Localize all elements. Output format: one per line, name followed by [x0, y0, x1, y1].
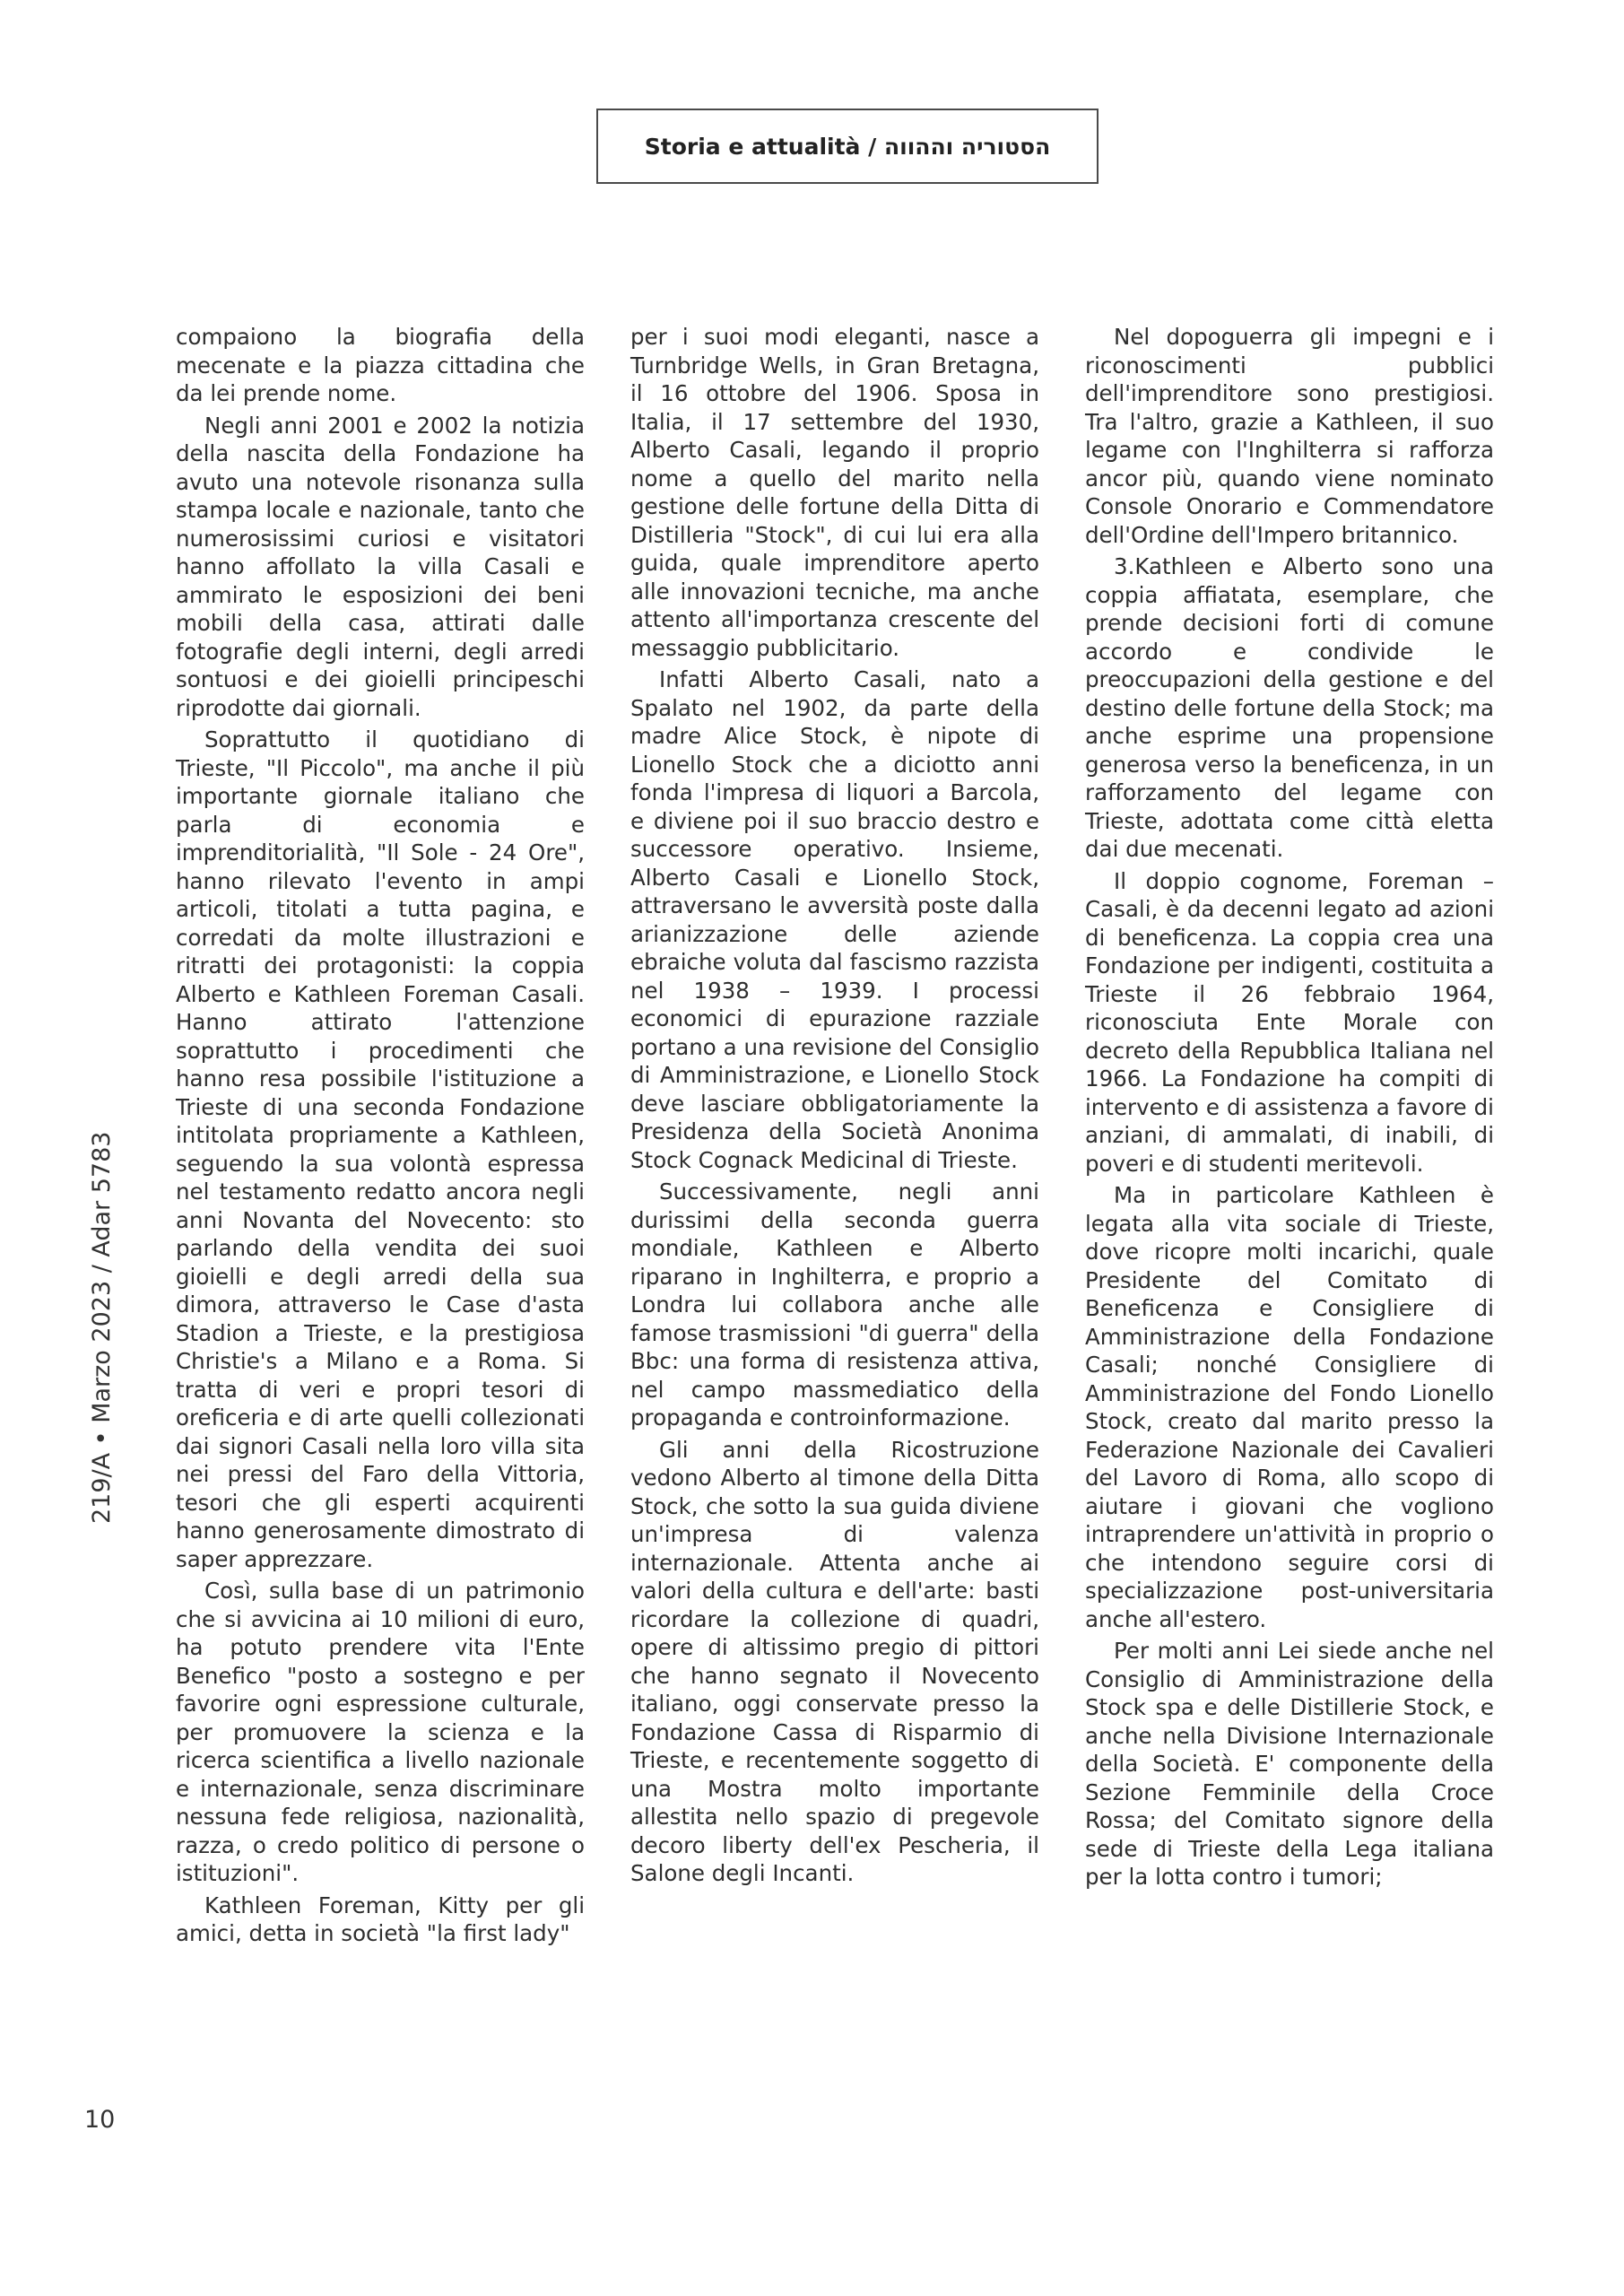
paragraph: Ma in particolare Kathleen è legata alla vita sociale di Trieste, dove ricopre molti incarichi, quale Presidente del Comitato di Beneficenza e Consigliere di Amministrazione della Fondazione Casali; nonché Consigliere di Amministrazione del Fondo Lionello Stock, creato dal marito presso la Federazione Nazionale dei Cavalieri del Lavoro di Roma, allo scopo di aiutare i giovani che vogliono intraprendere un'attività in proprio o che intendono seguire corsi di specializzazione post-universitaria anche all'estero. [1085, 1182, 1494, 1632]
paragraph: Negli anni 2001 e 2002 la notizia della nascita della Fondazione ha avuto una notevole risonanza sulla stampa locale e nazionale, tanto che numerosissimi curiosi e visitatori hanno affollato la villa Casali e ammirato le esposizioni dei beni mobili della casa, attirati dalle fotografie degli interni, degli arredi sontuosi e dei gioielli principeschi riprodotte dai giornali. [176, 412, 585, 721]
paragraph: Così, sulla base di un patrimonio che si avvicina ai 10 milioni di euro, ha potuto prendere vita l'Ente Benefico "posto a sostegno e per favorire ogni espressione culturale, per promuovere la scienza e la ricerca scientifica a livello nazionale e internazionale, senza discriminare nessuna fede religiosa, nazionalità, razza, o credo politico di persone o istituzioni". [176, 1578, 585, 1886]
paragraph: 3.Kathleen e Alberto sono una coppia affiatata, esemplare, che prende decisioni forti di comune accordo e condivide le preoccupazioni della gestione e del destino delle fortune della Stock; ma anche esprime una propensione generosa verso la beneficenza, in un rafforzamento del legame con Trieste, adottata come città eletta dai due mecenati. [1085, 553, 1494, 862]
paragraph: Kathleen Foreman, Kitty per gli amici, detta in società "la first lady" [176, 1892, 585, 1946]
paragraph: Per molti anni Lei siede anche nel Consiglio di Amministrazione della Stock spa e delle Distillerie Stock, e anche nella Divisione Internazionale della Società. E' componente della Sezione Femminile della Croce Rossa; del Comitato signore della sede di Trieste della Lega italiana per la lotta contro i tumori; [1085, 1638, 1494, 1890]
paragraph: Soprattutto il quotidiano di Trieste, "Il Piccolo", ma anche il più importante giornale italiano che parla di economia e imprenditorialità, "Il Sole - 24 Ore", hanno rilevato l'evento in ampi articoli, titolati a tutta pagina, e corredati da molte illustrazioni e ritratti dei protagonisti: la coppia Alberto e Kathleen Foreman Casali. Hanno attirato l'attenzione soprattutto i procedimenti che hanno resa possibile l'istituzione a Trieste di una seconda Fondazione intitolata propriamente a Kathleen, seguendo la sua volontà espressa nel testamento redatto ancora negli anni Novanta del Novecento: sto parlando della vendita dei suoi gioielli e degli arredi della sua dimora, attraverso le Case d'asta Stadion a Trieste, e la prestigiosa Christie's a Milano e a Roma. Si tratta di veri e propri tesori di oreficeria e di arte quelli collezionati dai signori Casali nella loro villa sita nei pressi del Faro della Vittoria, tesori che gli esperti acquirenti hanno generosamente dimostrato di saper apprezzare. [176, 726, 585, 1572]
paragraph: compaiono la biografia della mecenate e la piazza cittadina che da lei prende nome. [176, 324, 585, 406]
column-1 [176, 323, 585, 2081]
issue-sidebar [84, 1131, 120, 1524]
paragraph: Nel dopoguerra gli impegni e i riconoscimenti pubblici dell'imprenditore sono prestigiosi. Tra l'altro, grazie a Kathleen, il suo legame con l'Inghilterra si rafforza ancor più, quando viene nominato Console Onorario e Commendatore dell'Ordine dell'Impero britannico. [1085, 324, 1494, 548]
paragraph: Successivamente, negli anni durissimi della seconda guerra mondiale, Kathleen e Alberto riparano in Inghilterra, e proprio a Londra lui collabora anche alle famose trasmissioni "di guerra" della Bbc: una forma di resistenza attiva, nel campo massmediatico della propaganda e controinformazione. [630, 1178, 1039, 1431]
paragraph: Infatti Alberto Casali, nato a Spalato nel 1902, da parte della madre Alice Stock, è nipote di Lionello Stock che a diciotto anni fonda l'impresa di liquori a Barcola, e diviene poi il suo braccio destro e successore operativo. Insieme, Alberto Casali e Lionello Stock, attraversano le avversità poste dalla arianizzazione delle aziende ebraiche voluta dal fascismo razzista nel 1938 – 1939. I processi economici di epurazione razziale portano a una revisione del Consiglio di Amministrazione, e Lionello Stock deve lasciare obbligatoriamente la Presidenza della Società Anonima Stock Cognack Medicinal di Trieste. [630, 666, 1039, 1173]
article-columns [176, 323, 1494, 2081]
column-2 [630, 323, 1039, 2081]
paragraph: Gli anni della Ricostruzione vedono Alberto al timone della Ditta Stock, che sotto la sua guida diviene un'impresa di valenza internazionale. Attenta anche ai valori della cultura e dell'arte: basti ricordare la collezione di quadri, opere di altissimo pregio di pittori che hanno segnato il Novecento italiano, oggi conservate presso la Fondazione Cassa di Risparmio di Trieste, e recentemente soggetto di una Mostra molto importante allestita nello spazio di pregevole decoro liberty dell'ex Pescheria, il Salone degli Incanti. [630, 1436, 1039, 1886]
section-header-box [596, 109, 1099, 184]
paragraph: Il doppio cognome, Foreman – Casali, è da decenni legato ad azioni di beneficenza. La coppia crea una Fondazione per indigenti, costituita a Trieste il 26 febbraio 1964, riconosciuta Ente Morale con decreto della Repubblica Italiana nel 1966. La Fondazione ha compiti di intervento e di assistenza a favore di anziani, di ammalati, di inabili, di poveri e di studenti meritevoli. [1085, 867, 1494, 1177]
section-title: Storia e attualità / הסטוריה וההווה [644, 133, 1051, 160]
issue-info: 219/A • Marzo 2023 / Adar 5783 [88, 1131, 116, 1524]
paragraph: per i suoi modi eleganti, nasce a Turnbridge Wells, in Gran Bretagna, il 16 ottobre del 1906. Sposa in Italia, il 17 settembre del 1930, Alberto Casali, legando il proprio nome a quello del marito nella gestione delle fortune della Ditta di Distilleria "Stock", di cui lui era alla guida, quale imprenditore aperto alle innovazioni tecniche, ma anche attento all'importanza crescente del messaggio pubblicitario. [630, 324, 1039, 661]
page-number: 10 [84, 2106, 116, 2134]
column-3 [1085, 323, 1494, 2081]
